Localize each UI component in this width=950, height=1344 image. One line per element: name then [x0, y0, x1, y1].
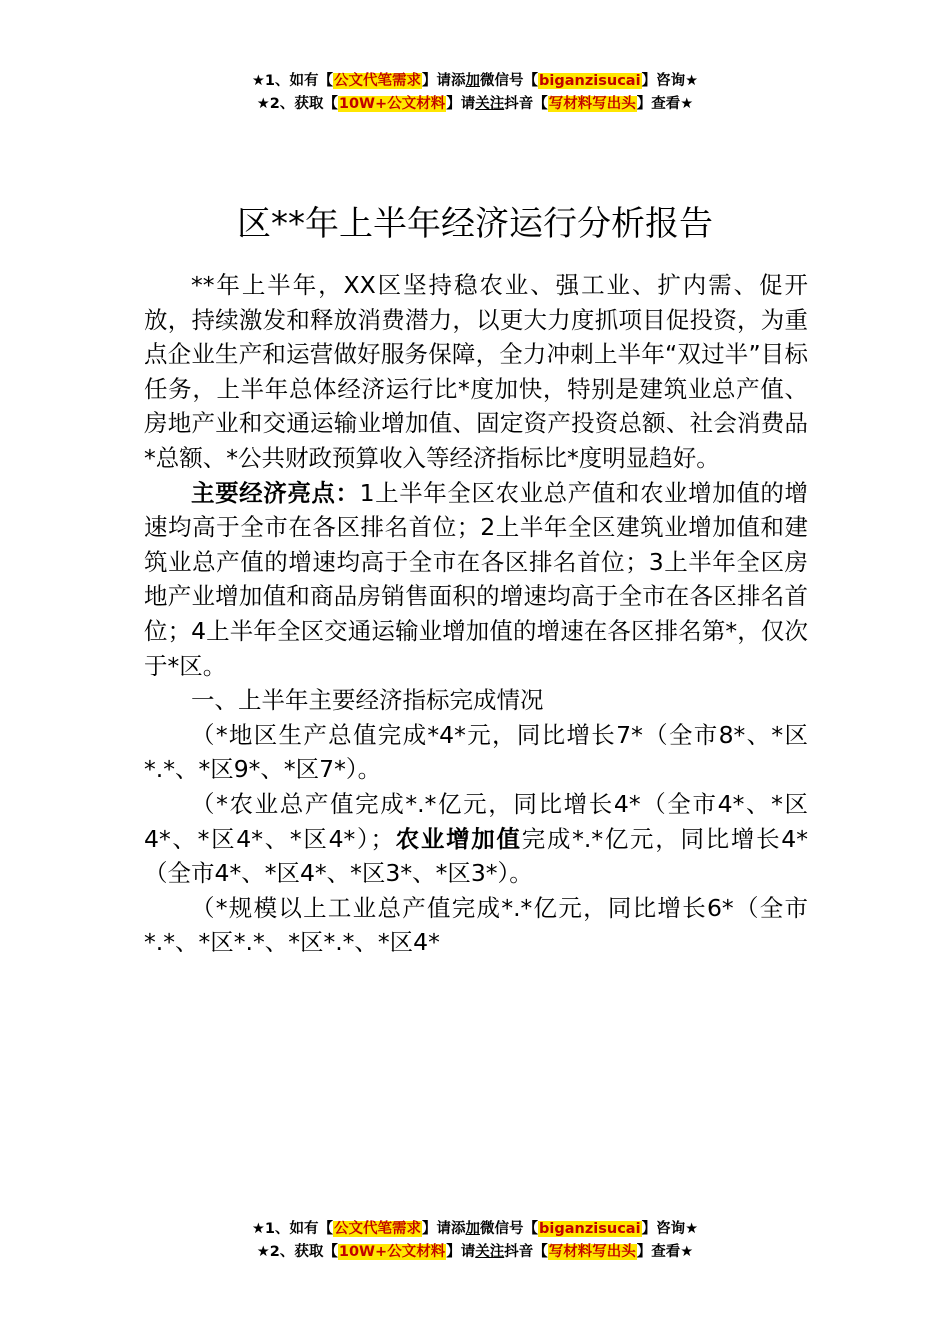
banner-text: 微信号【	[480, 73, 539, 89]
banner-text: 】查看★	[636, 96, 694, 112]
section-heading: 一、上半年主要经济指标完成情况	[191, 686, 544, 715]
highlights-label: 主要经济亮点：	[191, 478, 360, 507]
banner-text: ★1、如有【	[251, 73, 334, 89]
banner-text: 抖音【	[504, 1244, 548, 1260]
indicator-agriculture	[144, 787, 808, 891]
banner-text: ★1、如有【	[251, 1221, 334, 1237]
banner-line-2	[0, 93, 950, 116]
agriculture-output-text: （*农业总产值完成*.*亿元，同比增长4*（全市4*、*区4*、*区4*、*区4*）；	[144, 789, 808, 853]
banner-text: 抖音【	[504, 96, 548, 112]
banner-text: 微信号【	[480, 1221, 539, 1237]
highlight-douyin-account: 写材料写出头	[548, 1244, 636, 1260]
banner-underlined: 加	[465, 73, 481, 89]
footer-banner	[0, 1218, 950, 1264]
intro-paragraph: **年上半年，XX区坚持稳农业、强工业、扩内需、促开放，持续激发和释放消费潜力，以更大力度抓项目促投资，为重点企业生产和运营做好服务保障，全力冲刺上半年“双过半”目标任务，上半年总体经济运行比*度加快，特别是建筑业总产值、房地产业和交通运输业增加值、固定资产投资总额、社会消费品*总额、*公共财政预算收入等经济指标比*度明显趋好。	[144, 271, 808, 472]
highlight-service: 公文代笔需求	[334, 73, 422, 89]
indicator-industry: （*规模以上工业总产值完成*.*亿元，同比增长6*（全市*.*、*区*.*、*区*.*、*区4*	[144, 893, 808, 957]
banner-line-1	[0, 1218, 950, 1241]
banner-text: 】请	[446, 96, 476, 112]
highlight-service: 公文代笔需求	[334, 1221, 422, 1237]
agriculture-added-value-text: 完成*.*亿元，同比增长4*（全市4*、*区4*、*区3*、*区3*）。	[144, 824, 809, 888]
banner-text: 】请	[446, 1244, 476, 1260]
banner-underlined: 加	[465, 1221, 481, 1237]
document-body	[144, 268, 808, 960]
banner-underlined: 关注	[475, 1244, 505, 1260]
indicator-gdp: （*地区生产总值完成*4*元，同比增长7*（全市8*、*区*.*、*区9*、*区7*）。	[144, 720, 808, 784]
highlight-materials: 10W+公文材料	[338, 96, 446, 112]
banner-line-2	[0, 1241, 950, 1264]
document-title: 区**年上半年经济运行分析报告	[237, 203, 713, 244]
highlights-paragraph	[144, 476, 808, 684]
banner-underlined: 关注	[475, 96, 505, 112]
agriculture-added-value-label: 农业增加值	[393, 824, 522, 853]
highlight-wechat-id: biganzisucai	[539, 1221, 641, 1237]
banner-text: 】请添	[422, 1221, 466, 1237]
banner-text: 】查看★	[636, 1244, 694, 1260]
highlight-wechat-id: biganzisucai	[539, 73, 641, 89]
banner-text: 】请添	[422, 73, 466, 89]
banner-text: 】咨询★	[641, 73, 699, 89]
banner-line-1	[0, 70, 950, 93]
highlight-materials: 10W+公文材料	[338, 1244, 446, 1260]
banner-text: ★2、获取【	[256, 96, 338, 112]
header-banner	[0, 70, 950, 116]
banner-text: 】咨询★	[641, 1221, 699, 1237]
highlights-text: 1上半年全区农业总产值和农业增加值的增速均高于全市在各区排名首位；2上半年全区建筑业增加值和建筑业总产值的增速均高于全市在各区排名首位；3上半年全区房地产业增加值和商品房销售面积的增速均高于全市在各区排名首位；4上半年全区交通运输业增加值的增速在各区排名第*，仅次于*区。	[144, 478, 809, 680]
banner-text: ★2、获取【	[256, 1244, 338, 1260]
highlight-douyin-account: 写材料写出头	[548, 96, 636, 112]
